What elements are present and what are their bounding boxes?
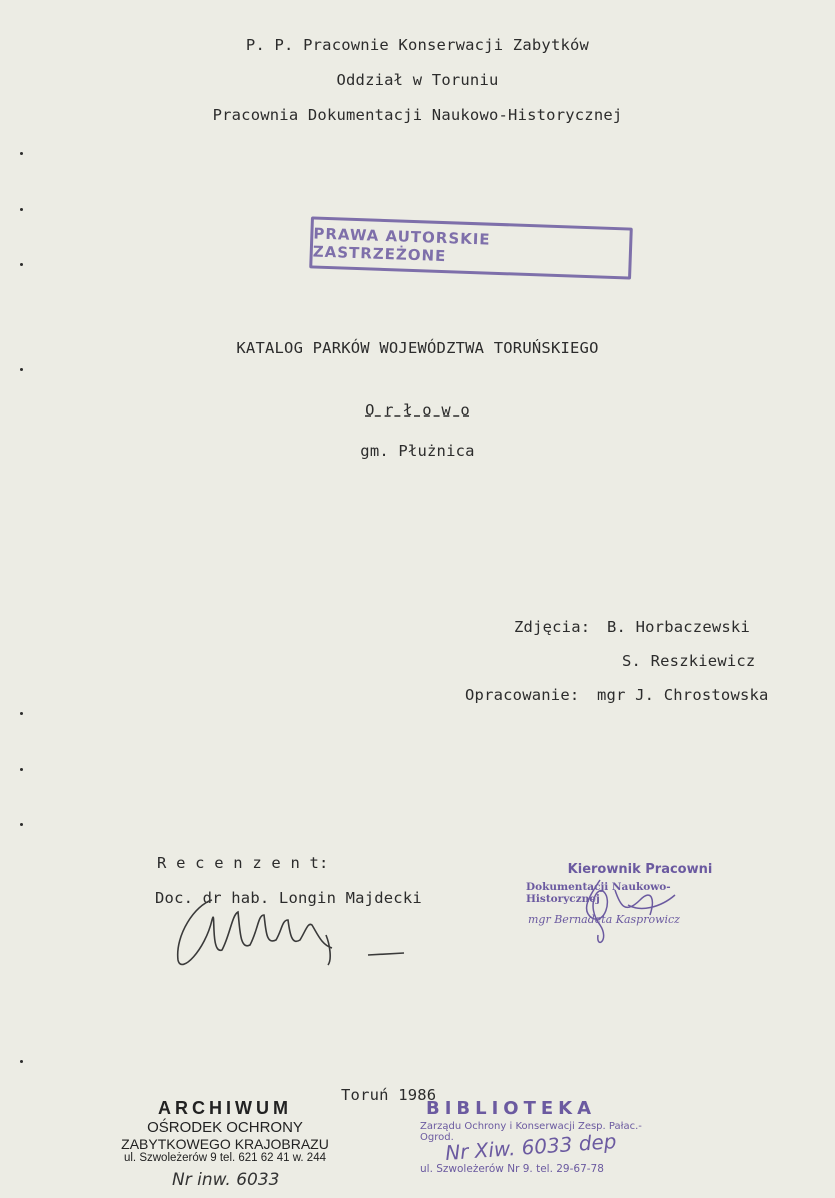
library-stamp-line3: ul. Szwoleżerów Nr 9. tel. 29-67-78 bbox=[420, 1163, 604, 1175]
archive-stamp-line1: ARCHIWUM bbox=[158, 1098, 292, 1118]
head-signature bbox=[587, 880, 675, 942]
archive-stamp-line3: ZABYTKOWEGO KRAJOBRAZU bbox=[121, 1136, 329, 1152]
copyright-stamp-text: PRAWA AUTORSKIE ZASTRZEŻONE bbox=[312, 224, 491, 266]
head-stamp-dept: Dokumentacji Naukowo-Historycznej bbox=[526, 881, 671, 905]
place-year: Toruń 1986 bbox=[341, 1086, 437, 1104]
archive-stamp-line4: ul. Szwoleżerów 9 tel. 621 62 41 w. 244 bbox=[123, 1152, 326, 1164]
place-name: O r ł o w o bbox=[365, 401, 470, 419]
reviewer-label: R e c e n z e n t: bbox=[157, 854, 329, 872]
reviewer-name: Doc. dr hab. Longin Majdecki bbox=[155, 889, 422, 907]
photos-author-1: B. Horbaczewski bbox=[607, 618, 750, 636]
gmina-name: gm. Płużnica bbox=[360, 442, 475, 460]
photos-author-2: S. Reszkiewicz bbox=[622, 652, 756, 670]
catalog-title: KATALOG PARKÓW WOJEWÓDZTWA TORUŃSKIEGO bbox=[236, 339, 599, 357]
head-stamp-title: Kierownik Pracowni bbox=[567, 862, 713, 877]
prepared-label: Opracowanie: bbox=[465, 686, 580, 704]
photos-label: Zdjęcia: bbox=[514, 618, 591, 636]
header-institution: P. P. Pracownie Konserwacji Zabytków bbox=[245, 36, 590, 54]
library-stamp-line1: BIBLIOTEKA bbox=[426, 1098, 597, 1119]
reviewer-signature-dash bbox=[368, 953, 404, 955]
library-inventory-note: Nr Xiw. 6033 dep bbox=[444, 1129, 618, 1165]
archive-inventory-note: Nr inw. 6033 bbox=[172, 1170, 280, 1190]
library-stamp-line2: Zarządu Ochrony i Konserwacji Zesp. Pałac.-Ogrod. bbox=[420, 1121, 642, 1143]
header-branch: Oddział w Toruniu bbox=[336, 71, 499, 89]
header-department: Pracownia Dokumentacji Naukowo-Historycznej bbox=[212, 106, 623, 124]
archive-stamp-line2: OŚRODEK OCHRONY bbox=[147, 1119, 303, 1136]
head-stamp-person: mgr Bernadeta Kasprowicz bbox=[528, 913, 680, 926]
archive-stamp bbox=[110, 1098, 340, 1164]
reviewer-signature bbox=[178, 900, 332, 965]
prepared-by: mgr J. Chrostowska bbox=[597, 686, 769, 704]
